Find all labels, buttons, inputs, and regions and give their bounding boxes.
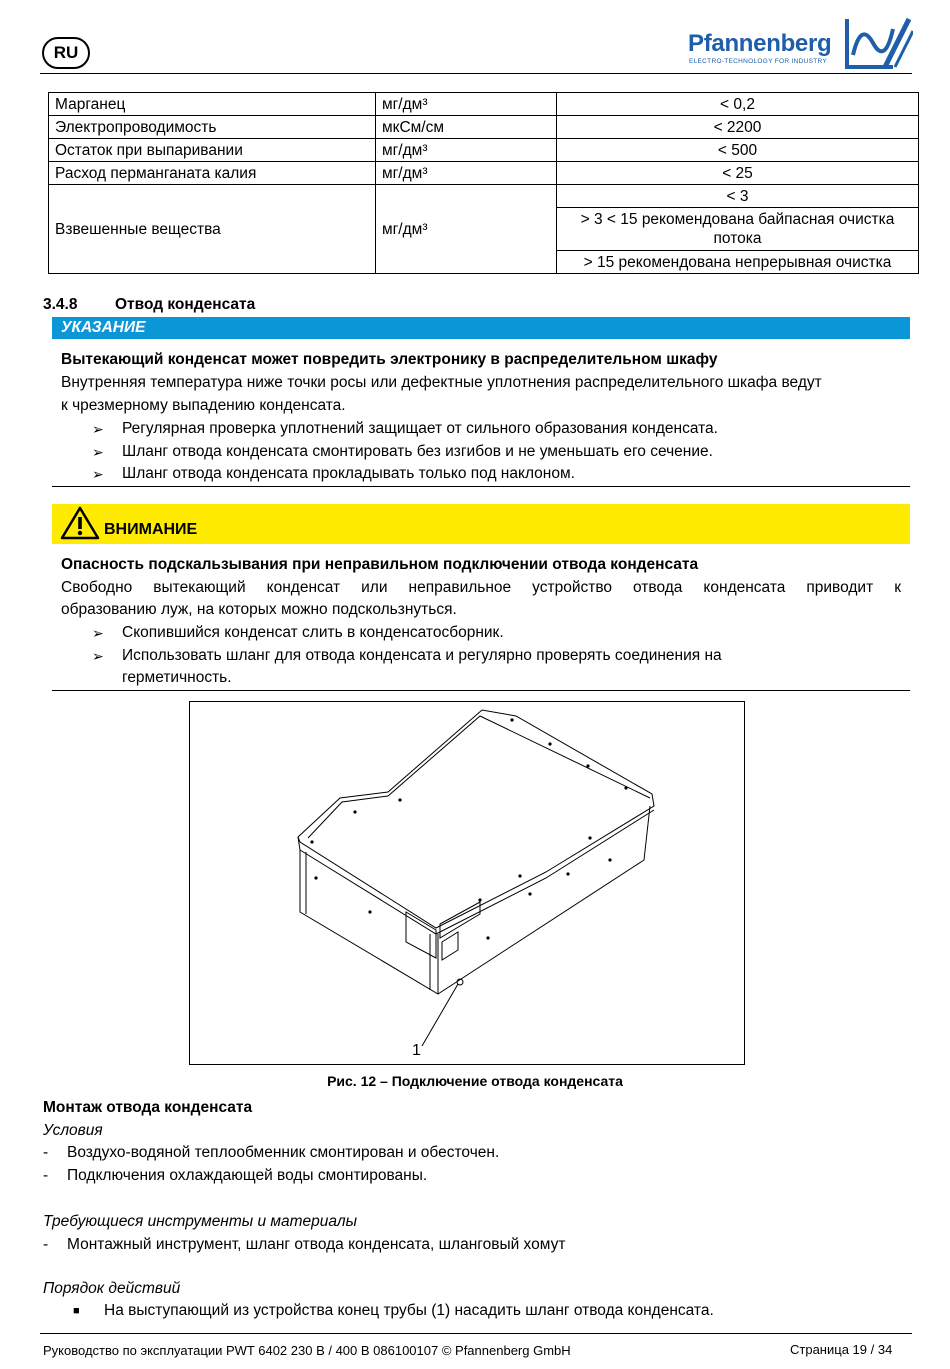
param-name: Электропроводимость bbox=[49, 116, 376, 139]
arrow-bullet-icon: ➢ bbox=[92, 444, 104, 460]
heat-exchanger-drawing bbox=[190, 702, 744, 1064]
param-value: < 3 bbox=[557, 185, 919, 208]
page-current: Страница 19 bbox=[790, 1342, 867, 1357]
arrow-bullet-icon: ➢ bbox=[92, 421, 104, 437]
dash-bullet: - bbox=[43, 1236, 49, 1253]
param-unit: мг/дм³ bbox=[376, 139, 557, 162]
warning-bullet: герметичность. bbox=[122, 669, 232, 686]
param-name: Остаток при выпаривании bbox=[49, 139, 376, 162]
conditions-label: Условия bbox=[43, 1122, 103, 1139]
param-value: > 3 < 15 рекомендована байпасная очистка потока bbox=[557, 208, 919, 251]
notice-body: к чрезмерному выпадению конденсата. bbox=[61, 397, 346, 414]
condition-item: Подключения охлаждающей воды смонтированы. bbox=[67, 1167, 428, 1184]
param-value: < 2200 bbox=[557, 116, 919, 139]
condition-item: Воздухо-водяной теплообменник смонтирован и обесточен. bbox=[67, 1144, 500, 1161]
param-value: < 500 bbox=[557, 139, 919, 162]
warning-heading: Опасность подскальзывания при неправильном подключении отвода конденсата bbox=[61, 556, 699, 573]
warning-body: образованию луж, на которых можно подскользнуться. bbox=[61, 601, 457, 618]
table-row bbox=[49, 116, 919, 139]
section-number: 3.4.8 bbox=[43, 296, 78, 313]
step-item: На выступающий из устройства конец трубы (1) насадить шланг отвода конденсата. bbox=[104, 1302, 714, 1319]
figure-caption: Рис. 12 – Подключение отвода конденсата bbox=[327, 1073, 623, 1089]
brand-logo-text: Pfannenberg bbox=[688, 30, 832, 57]
param-unit: мкСм/см bbox=[376, 116, 557, 139]
notice-label: УКАЗАНИЕ bbox=[61, 319, 146, 336]
language-badge: RU bbox=[42, 37, 90, 69]
warning-body: Свободно вытекающий конденсат или неправильное устройство отвода конденсата приводит к bbox=[61, 579, 901, 596]
param-name: Марганец bbox=[49, 93, 376, 116]
warning-triangle-icon bbox=[60, 506, 100, 540]
brand-tagline: ELECTRO-TECHNOLOGY FOR INDUSTRY bbox=[689, 58, 827, 65]
section-title: Отвод конденсата bbox=[115, 296, 256, 313]
table-row bbox=[49, 93, 919, 116]
figure-callout-label: 1 bbox=[412, 1042, 421, 1059]
param-unit: мг/дм³ bbox=[376, 93, 557, 116]
param-name: Взвешенные вещества bbox=[49, 185, 376, 274]
warning-divider bbox=[52, 690, 910, 691]
steps-label: Порядок действий bbox=[43, 1280, 181, 1297]
footer-divider bbox=[40, 1333, 912, 1334]
param-unit: мг/дм³ bbox=[376, 162, 557, 185]
arrow-bullet-icon: ➢ bbox=[92, 625, 104, 641]
warning-bullet: Скопившийся конденсат слить в конденсатосборник. bbox=[122, 624, 504, 641]
page-total: 34 bbox=[877, 1342, 893, 1357]
section-heading bbox=[43, 296, 255, 314]
water-quality-table bbox=[48, 92, 919, 274]
footer-document-info: Руководство по эксплуатации PWT 6402 230 B / 400 B 086100107 © Pfannenberg GmbH bbox=[43, 1343, 571, 1358]
page-number: Страница 19 / 34 bbox=[790, 1342, 893, 1357]
param-value: < 0,2 bbox=[557, 93, 919, 116]
brand-logo-icon bbox=[845, 15, 913, 69]
notice-divider bbox=[52, 486, 910, 487]
param-value: > 15 рекомендована непрерывная очистка bbox=[557, 251, 919, 274]
param-unit: мг/дм³ bbox=[376, 185, 557, 274]
header-divider bbox=[40, 73, 912, 74]
param-name: Расход перманганата калия bbox=[49, 162, 376, 185]
warning-label: ВНИМАНИЕ bbox=[104, 521, 198, 538]
arrow-bullet-icon: ➢ bbox=[92, 466, 104, 482]
figure-frame bbox=[189, 701, 745, 1065]
tool-item: Монтажный инструмент, шланг отвода конденсата, шланговый хомут bbox=[67, 1236, 566, 1253]
dash-bullet: - bbox=[43, 1167, 49, 1184]
table-row bbox=[49, 139, 919, 162]
table-row bbox=[49, 185, 919, 208]
table-row bbox=[49, 162, 919, 185]
notice-heading: Вытекающий конденсат может повредить электронику в распределительном шкафу bbox=[61, 351, 718, 368]
square-bullet-icon: ■ bbox=[73, 1305, 80, 1317]
warning-bullet: Использовать шланг для отвода конденсата и регулярно проверять соединения на bbox=[122, 647, 722, 664]
notice-bullet: Регулярная проверка уплотнений защищает от сильного образования конденсата. bbox=[122, 420, 718, 437]
dash-bullet: - bbox=[43, 1144, 49, 1161]
tools-label: Требующиеся инструменты и материалы bbox=[43, 1213, 358, 1230]
notice-banner bbox=[52, 317, 910, 339]
param-value: < 25 bbox=[557, 162, 919, 185]
procedure-title: Монтаж отвода конденсата bbox=[43, 1099, 253, 1116]
notice-body: Внутренняя температура ниже точки росы или дефектные уплотнения распределительного шкафа ведут bbox=[61, 374, 822, 391]
arrow-bullet-icon: ➢ bbox=[92, 648, 104, 664]
notice-bullet: Шланг отвода конденсата прокладывать только под наклоном. bbox=[122, 465, 575, 482]
notice-bullet: Шланг отвода конденсата смонтировать без изгибов и не уменьшать его сечение. bbox=[122, 443, 713, 460]
